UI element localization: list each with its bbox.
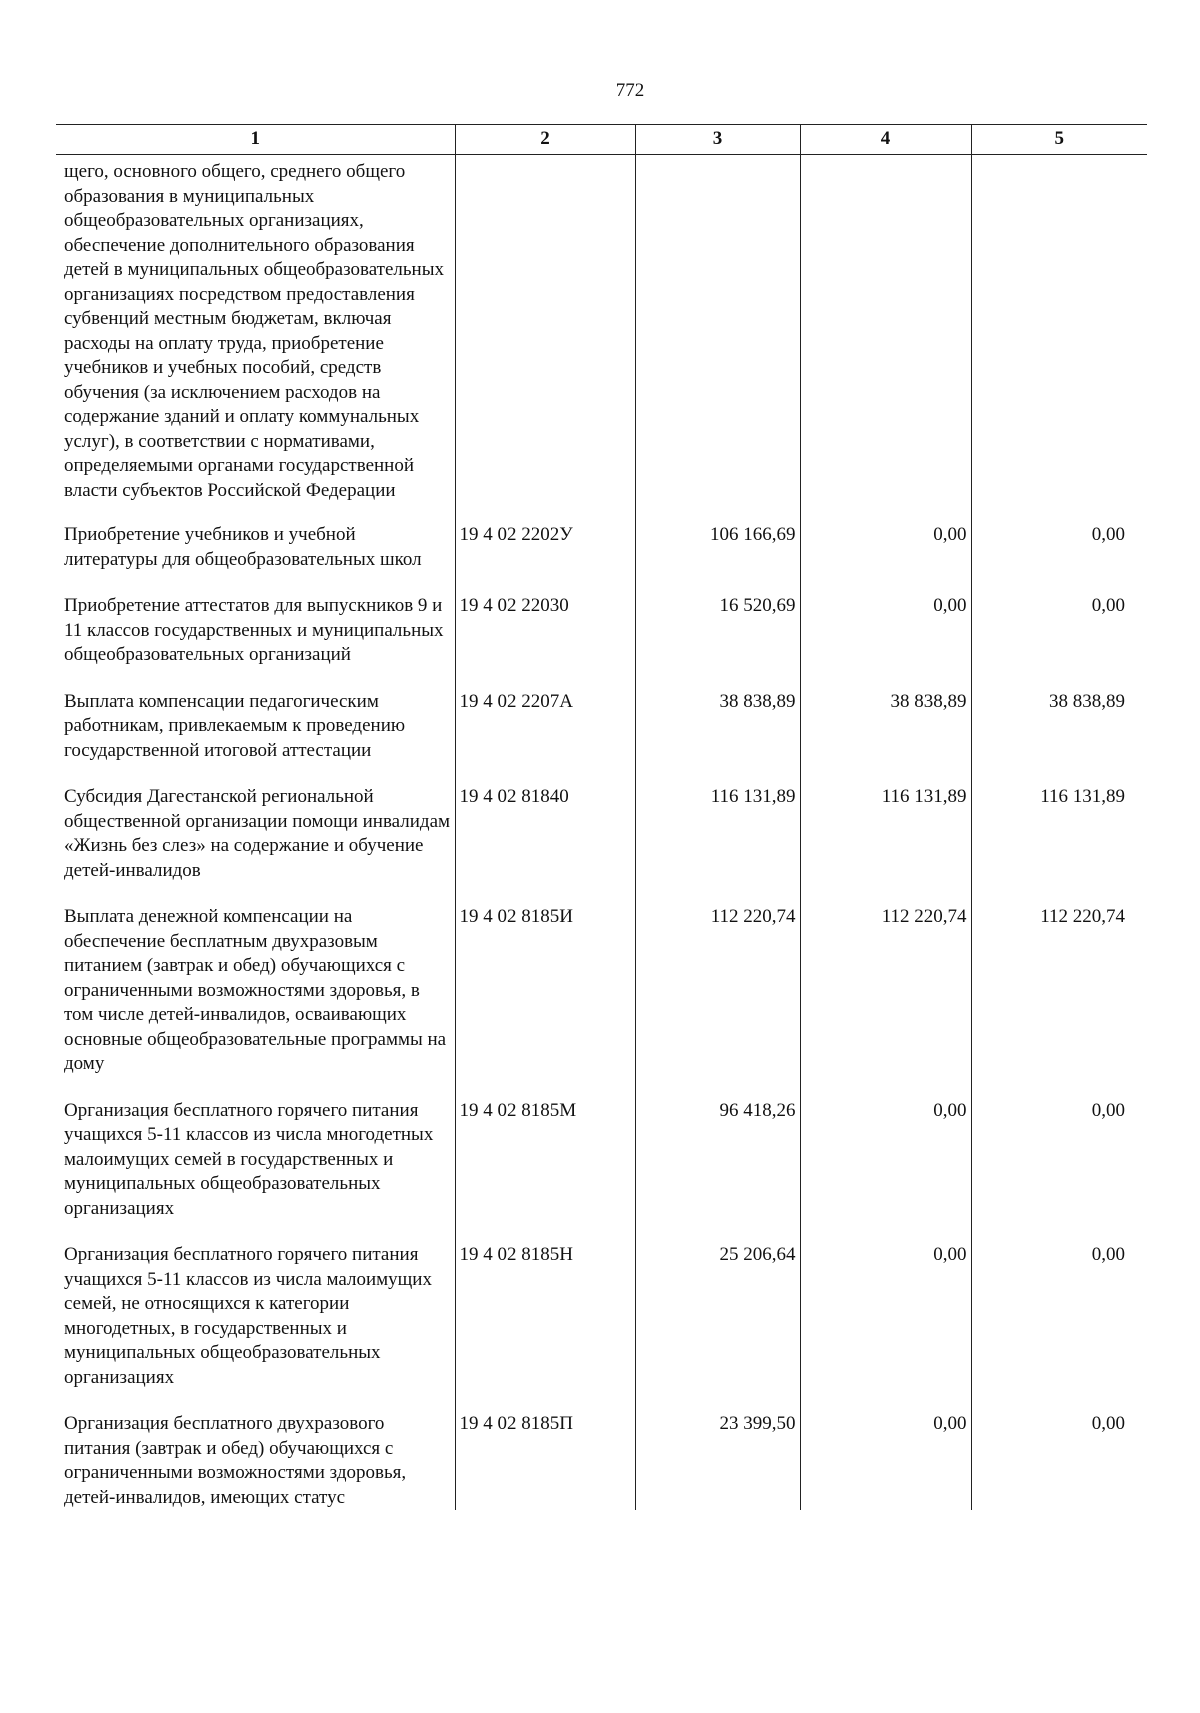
row-value-col5: 0,00 [971,1099,1147,1244]
row-value-col5 [971,155,1147,524]
table-row [56,905,1147,1099]
row-value-col4: 38 838,89 [800,690,971,786]
row-code: 19 4 02 8185М [455,1099,635,1244]
row-value-col4: 116 131,89 [800,785,971,905]
row-description: Организация бесплатного двухразового питания (завтрак и обед) обучающихся с ограниченными возможностями здоровья, детей-инвалидов, имеющих статус [56,1412,455,1510]
column-header-3: 3 [635,125,800,155]
row-value-col5: 0,00 [971,1243,1147,1412]
row-value-col4: 0,00 [800,523,971,594]
row-value-col3 [635,155,800,524]
row-code: 19 4 02 2207А [455,690,635,786]
row-description: щего, основного общего, среднего общего образования в муниципальных общеобразовательных организациях, обеспечение дополнительного образования детей в муниципальных общеобразовательных организациях посредством предоставления субвенций местным бюджетам, включая расходы на оплату труда, приобретение учебников и учебных пособий, средств обучения (за исключением расходов на содержание зданий и оплату коммунальных услуг), в соответствии с нормативами, определяемыми органами государственной власти субъектов Российской Федерации [56,155,455,524]
row-code: 19 4 02 81840 [455,785,635,905]
row-value-col4: 0,00 [800,1412,971,1510]
row-description: Выплата компенсации педагогическим работникам, привлекаемым к проведению государственной итоговой аттестации [56,690,455,786]
column-header-2: 2 [455,125,635,155]
row-value-col3: 23 399,50 [635,1412,800,1510]
row-value-col5: 116 131,89 [971,785,1147,905]
row-value-col3: 38 838,89 [635,690,800,786]
row-value-col3: 25 206,64 [635,1243,800,1412]
row-description: Приобретение учебников и учебной литературы для общеобразовательных школ [56,523,455,594]
row-value-col5: 0,00 [971,523,1147,594]
row-code [455,155,635,524]
row-code: 19 4 02 8185И [455,905,635,1099]
table-row [56,594,1147,690]
row-description: Приобретение аттестатов для выпускников 9 и 11 классов государственных и муниципальных общеобразовательных организаций [56,594,455,690]
table-row [56,785,1147,905]
row-value-col4: 112 220,74 [800,905,971,1099]
table-row [56,1243,1147,1412]
column-header-4: 4 [800,125,971,155]
row-value-col4: 0,00 [800,1099,971,1244]
row-value-col3: 96 418,26 [635,1099,800,1244]
row-description: Организация бесплатного горячего питания учащихся 5-11 классов из числа малоимущих семей, не относящихся к категории многодетных, в государственных и муниципальных общеобразовательных организациях [56,1243,455,1412]
row-value-col3: 16 520,69 [635,594,800,690]
row-value-col5: 0,00 [971,1412,1147,1510]
row-description: Организация бесплатного горячего питания учащихся 5-11 классов из числа многодетных малоимущих семей в государственных и муниципальных общеобразовательных организациях [56,1099,455,1244]
table-row [56,1099,1147,1244]
row-value-col4: 0,00 [800,594,971,690]
row-value-col5: 112 220,74 [971,905,1147,1099]
row-value-col4: 0,00 [800,1243,971,1412]
row-code: 19 4 02 2202У [455,523,635,594]
row-value-col4 [800,155,971,524]
row-description: Субсидия Дагестанской региональной общественной организации помощи инвалидам «Жизнь без слез» на содержание и обучение детей-инвалидов [56,785,455,905]
row-description: Выплата денежной компенсации на обеспечение бесплатным двухразовым питанием (завтрак и обед) обучающихся с ограниченными возможностями здоровья, в том числе детей-инвалидов, осваивающих основные общеобразовательные программы на дому [56,905,455,1099]
row-value-col5: 0,00 [971,594,1147,690]
row-value-col3: 112 220,74 [635,905,800,1099]
row-code: 19 4 02 8185П [455,1412,635,1510]
table-row [56,1412,1147,1510]
row-code: 19 4 02 8185Н [455,1243,635,1412]
column-header-1: 1 [56,125,455,155]
row-value-col5: 38 838,89 [971,690,1147,786]
table-header-row [56,125,1147,155]
table-row [56,690,1147,786]
row-value-col3: 116 131,89 [635,785,800,905]
budget-table [56,124,1147,1510]
column-header-5: 5 [971,125,1147,155]
table-row [56,155,1147,524]
row-code: 19 4 02 22030 [455,594,635,690]
row-value-col3: 106 166,69 [635,523,800,594]
page-number: 772 [615,80,645,101]
table-row [56,523,1147,594]
